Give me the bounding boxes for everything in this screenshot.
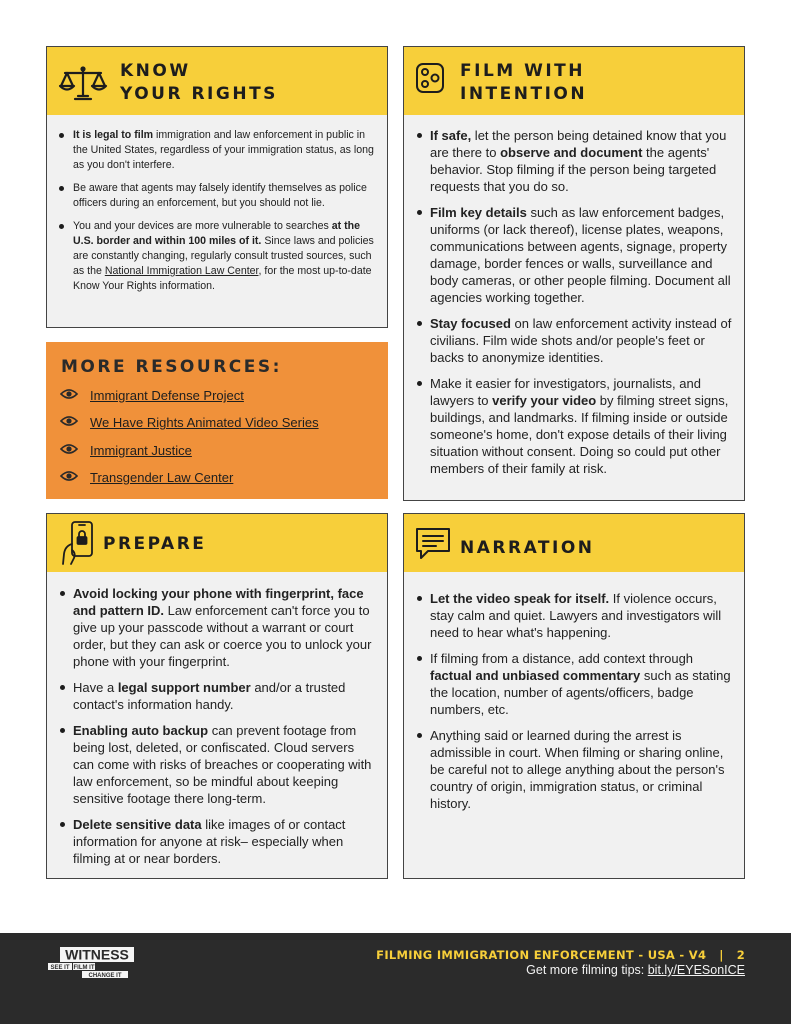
eye-icon	[60, 415, 78, 430]
list-item: Stay focused on law enforcement activity instead of civilians. Film wide shots and/or people's feet or backs to anonymize identities.	[430, 315, 734, 366]
know-your-rights-card	[46, 46, 388, 328]
film-with-intention-title: FILM WITH INTENTION	[460, 61, 588, 104]
tips-link[interactable]: bit.ly/EYESonICE	[647, 963, 745, 977]
film-with-intention-list	[404, 115, 744, 477]
eye-icon	[60, 388, 78, 403]
film-with-intention-header	[404, 47, 744, 115]
know-your-rights-title: KNOW YOUR RIGHTS	[120, 61, 278, 104]
list-item: You and your devices are more vulnerable to searches at the U.S. border and within 100 miles of it. Since laws and policies are constantly changing, regularly consult trusted sources, such as the National Immigration Law Center, for the most up-to-date Know Your Rights information.	[73, 220, 374, 292]
nilc-link[interactable]: National Immigration Law Center	[104, 265, 259, 277]
speech-bubble-icon	[414, 526, 452, 567]
prepare-card	[46, 513, 388, 879]
logo-tagline-1: SEE IT	[50, 965, 70, 971]
page-number: 2	[736, 948, 745, 962]
narration-header	[404, 514, 744, 572]
logo-tagline-3: CHANGE IT	[88, 973, 122, 979]
list-item: Make it easier for investigators, journalists, and lawyers to verify your video by filming street signs, buildings, and landmarks. If filming inside or outside someone's home, don't expose details of their living situation without consent. Doing so could put other members of their family at risk.	[430, 375, 734, 477]
resource-link-we-have-rights[interactable]: We Have Rights Animated Video Series	[90, 415, 319, 431]
scales-icon	[57, 65, 109, 108]
footer-tips: Get more filming tips: bit.ly/EYESonICE	[526, 963, 745, 977]
prepare-title: PREPARE	[103, 534, 207, 554]
list-item: Enabling auto backup can prevent footage from being lost, deleted, or confiscated. Cloud servers can come with risks of breaches or cooperating with law enforcement, so be mindful about keeping sensitive footage there long-term.	[73, 722, 377, 807]
resource-link-immigrant-defense-project[interactable]: Immigrant Defense Project	[90, 388, 244, 404]
list-item: If safe, let the person being detained know that you are there to observe and document the agents' behavior. Stop filming if the person being targeted requests that you do so.	[430, 127, 734, 195]
prepare-list	[47, 572, 387, 867]
eye-icon	[60, 470, 78, 485]
list-item: Have a legal support number and/or a trusted contact's information handy.	[73, 679, 377, 713]
list-item: Avoid locking your phone with fingerprint, face and pattern ID. Law enforcement can't force you to give up your passcode without a warrant or court order, but they can ask or coerce you to unlock your phone with your fingerprint.	[73, 585, 377, 670]
resource-item	[60, 464, 319, 491]
more-resources-title: MORE RESOURCES:	[61, 357, 282, 377]
narration-list	[404, 572, 744, 812]
witness-logo	[48, 947, 136, 979]
film-with-intention-card	[403, 46, 745, 501]
more-resources-panel	[46, 342, 388, 499]
list-item: It is legal to film immigration and law enforcement in public in the United States, regardless of your immigration status, as long as you don't interfere.	[73, 129, 374, 171]
resource-link-transgender-law-center[interactable]: Transgender Law Center	[90, 470, 234, 486]
list-item: Delete sensitive data like images of or contact information for anyone at risk– especially when filming at or near borders.	[73, 816, 377, 867]
narration-card	[403, 513, 745, 879]
prepare-header	[47, 514, 387, 572]
camera-lens-icon	[415, 62, 445, 99]
logo-tagline-2: FILM IT	[73, 965, 95, 971]
narration-title: NARRATION	[460, 538, 595, 558]
resource-item	[60, 409, 319, 436]
list-item: Let the video speak for itself. If violence occurs, stay calm and quiet. Lawyers and investigators will need to hear what's happening.	[430, 590, 734, 641]
eye-icon	[60, 443, 78, 458]
list-item: Be aware that agents may falsely identify themselves as police officers during an enforcement, but you should not lie.	[73, 181, 375, 211]
phone-lock-icon	[59, 520, 99, 571]
list-item: Film key details such as law enforcement badges, uniforms (or lack thereof), license plates, weapons, communications between agents, signage, property damage, border fences or walls, surveillance and body cameras, or other people filming. Document all agencies working together.	[430, 204, 734, 306]
resource-item	[60, 382, 319, 409]
know-your-rights-list	[47, 115, 387, 294]
resource-link-immigrant-justice[interactable]: Immigrant Justice	[90, 442, 192, 458]
page-footer	[0, 933, 791, 1024]
know-your-rights-header	[47, 47, 387, 115]
resource-item	[60, 437, 319, 464]
list-item: If filming from a distance, add context through factual and unbiased commentary such as stating the location, number of agents/officers, badge numbers, etc.	[430, 650, 734, 718]
footer-title: FILMING IMMIGRATION ENFORCEMENT - USA - V4 | 2	[376, 948, 745, 962]
logo-wordmark: WITNESS	[65, 947, 129, 963]
resources-list	[60, 382, 319, 491]
list-item: Anything said or learned during the arrest is admissible in court. When filming or sharing online, be careful not to allege anything about the person's country of origin, immigration status, or criminal history.	[430, 727, 734, 812]
